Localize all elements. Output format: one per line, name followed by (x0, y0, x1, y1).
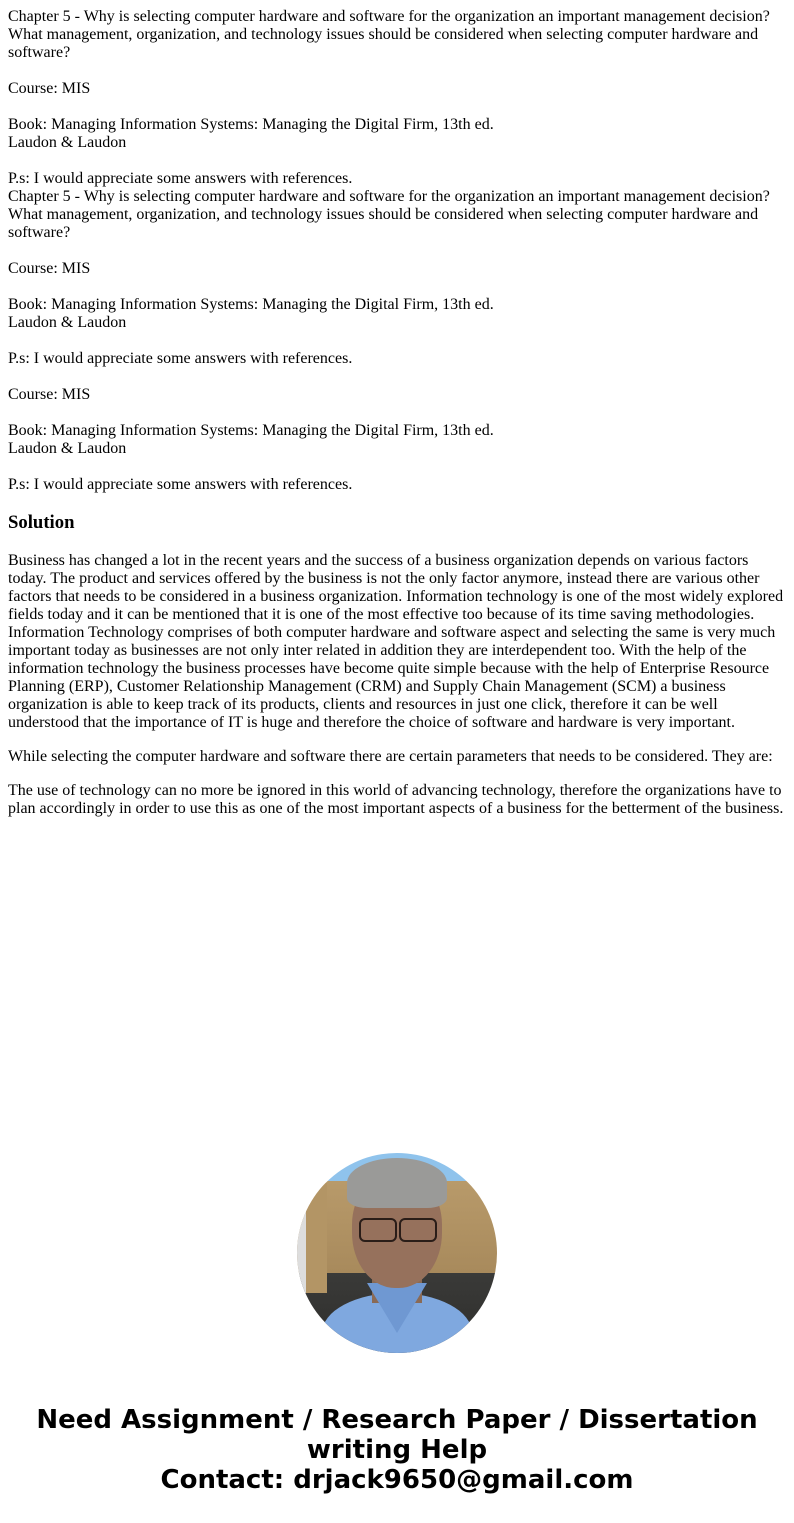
question-line: What management, organization, and technology issues should be considered when selecting computer hardware and (8, 26, 759, 43)
question-line: P.s: I would appreciate some answers with references. (8, 170, 353, 187)
question-line: Book: Managing Information Systems: Managing the Digital Firm, 13th ed. (8, 116, 494, 133)
question-line: Course: MIS (8, 260, 91, 277)
footer-contact: Contact: drjack9650@gmail.com (160, 1465, 634, 1495)
question-line: P.s: I would appreciate some answers with references. (8, 350, 353, 367)
question-line: P.s: I would appreciate some answers with references. (8, 476, 353, 493)
question-line: Chapter 5 - Why is selecting computer hardware and software for the organization an important management decision? (8, 8, 770, 25)
question-line: Laudon & Laudon (8, 440, 127, 457)
solution-paragraph: While selecting the computer hardware and software there are certain parameters that needs to be considered. They are: (8, 748, 773, 765)
question-line (8, 242, 786, 260)
question-line: What management, organization, and technology issues should be considered when selecting computer hardware and (8, 206, 759, 223)
question-line: Course: MIS (8, 80, 91, 97)
question-line (8, 368, 786, 386)
question-line: software? (8, 44, 71, 61)
question-line (8, 458, 786, 476)
solution-paragraph: Business has changed a lot in the recent years and the success of a business organization depends on various factors today. The product and services offered by the business is not the only factor anymore, instead there are various other factors that needs to be considered in a business organization. Information technology is one of the most widely explored fields today and it can be mentioned that it is one of the most effective too because of its time saving methodologies. Information Technology comprises of both computer hardware and software aspect and selecting the same is very much important today as businesses are not only inter related in addition they are interdependent too. With the help of the information technology the business processes have become quite simple because with the help of Enterprise Resource Planning (ERP), Customer Relationship Management (CRM) and Supply Chain Management (SCM) a business organization is able to keep track of its products, clients and resources in just one click, therefore it can be well understood that the importance of IT is huge and therefore the choice of software and hardware is very important. (8, 552, 784, 731)
contact-footer (0, 1405, 794, 1495)
question-line (8, 152, 786, 170)
question-line (8, 332, 786, 350)
question-line: Book: Managing Information Systems: Managing the Digital Firm, 13th ed. (8, 422, 494, 439)
question-block (8, 8, 786, 494)
solution-paragraph: The use of technology can no more be ignored in this world of advancing technology, therefore the organizations have to plan accordingly in order to use this as one of the most important aspects of a business for the betterment of the business. (8, 782, 784, 817)
question-line (8, 278, 786, 296)
question-line: Book: Managing Information Systems: Managing the Digital Firm, 13th ed. (8, 296, 494, 313)
author-avatar (297, 1153, 497, 1353)
question-line: Course: MIS (8, 386, 91, 403)
question-line: software? (8, 224, 71, 241)
footer-line: Need Assignment / Research Paper / Dissertation (36, 1405, 758, 1435)
footer-line: writing Help (306, 1435, 488, 1465)
question-line (8, 62, 786, 80)
question-line: Laudon & Laudon (8, 134, 127, 151)
question-line (8, 98, 786, 116)
solution-heading: Solution (8, 512, 75, 533)
question-line: Chapter 5 - Why is selecting computer hardware and software for the organization an important management decision? (8, 188, 770, 205)
question-line: Laudon & Laudon (8, 314, 127, 331)
question-line (8, 404, 786, 422)
document-content (8, 8, 786, 834)
